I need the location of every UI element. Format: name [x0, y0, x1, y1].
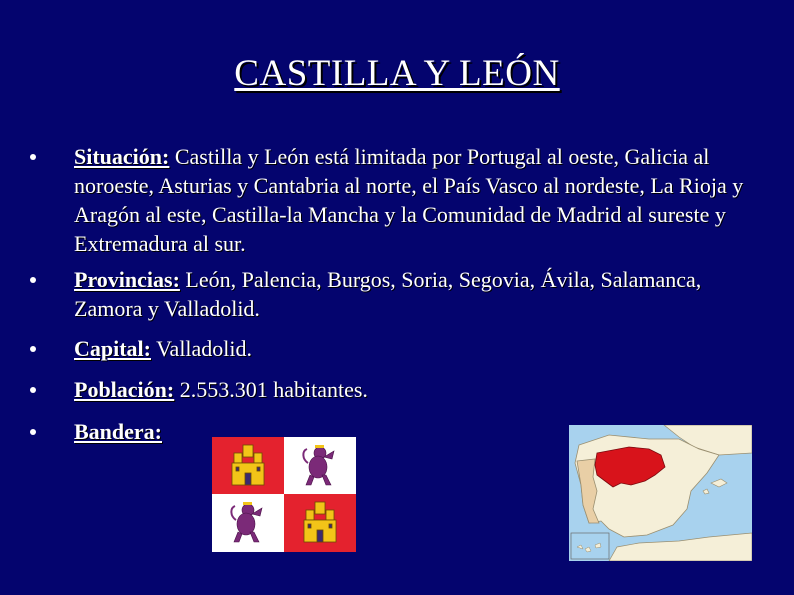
- bullet-dot: [30, 277, 36, 283]
- bullet-label: Bandera:: [74, 419, 162, 444]
- map-canary-inset: [571, 533, 609, 559]
- bullet-dot: [30, 429, 36, 435]
- bullet-text: Valladolid.: [151, 336, 253, 361]
- spain-locator-map: [569, 425, 752, 561]
- castilla-leon-flag: [212, 437, 356, 552]
- bullet-dot: [30, 154, 36, 160]
- bullet-text: Castilla y León está limitada por Portugal al oeste, Galicia al noroeste, Asturias y Cantabria al norte, el País Vasco al nordeste, La Rioja y Aragón al este, Castilla-la Mancha y la Comunidad de Madrid al sureste y Extremadura al sur.: [74, 144, 744, 256]
- bullet-body: [74, 375, 754, 404]
- slide-title: CASTILLA Y LEÓN: [234, 53, 560, 94]
- bullet-body: [74, 334, 754, 363]
- bullet-dot: [30, 346, 36, 352]
- bullet-body: [74, 142, 754, 258]
- bullet-label: Provincias:: [74, 267, 180, 292]
- bullet-text: León, Palencia, Burgos, Soria, Segovia, Ávila, Salamanca, Zamora y Valladolid.: [74, 267, 702, 321]
- bullet-label: Capital:: [74, 336, 151, 361]
- bullet-label: Población:: [74, 377, 175, 402]
- bullet-label: Situación:: [74, 144, 170, 169]
- bullet-text: 2.553.301 habitantes.: [174, 377, 368, 402]
- bullet-dot: [30, 387, 36, 393]
- bullet-body: [74, 265, 754, 323]
